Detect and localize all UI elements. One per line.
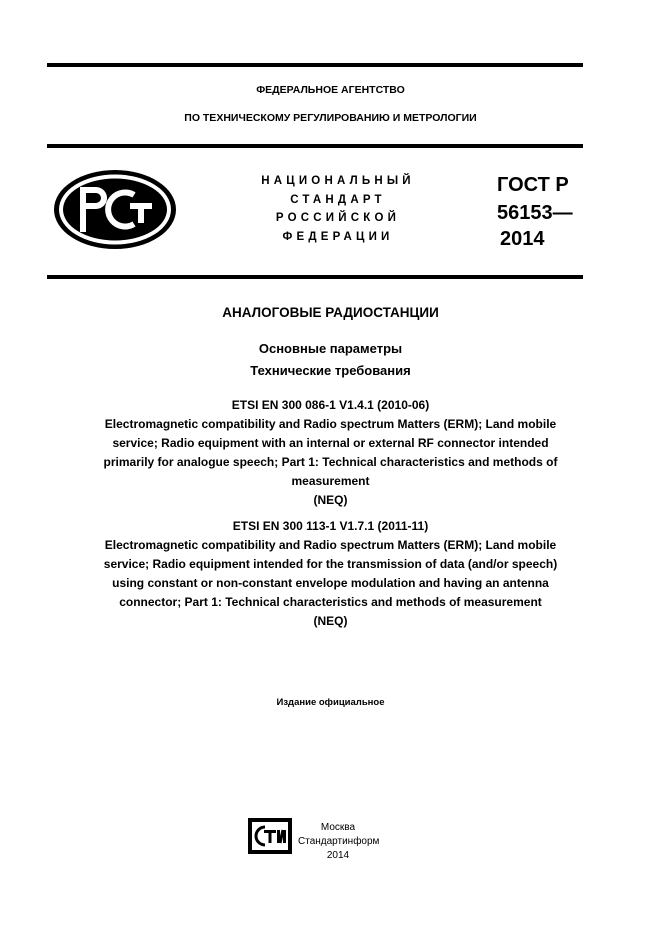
reference-line: Electromagnetic compatibility and Radio spectrum Matters (ERM); Land mobile — [104, 417, 557, 431]
top-rule — [47, 63, 583, 67]
national-standard-line-2: СТАНДАРТ — [290, 194, 386, 206]
reference-block-1 — [55, 396, 606, 510]
national-standard-line-1: НАЦИОНАЛЬНЫЙ — [261, 175, 415, 187]
document-title: АНАЛОГОВЫЕ РАДИОСТАНЦИИ — [222, 305, 439, 320]
reference-line: measurement — [291, 474, 370, 488]
subtitle-line-2: Технические требования — [250, 363, 411, 378]
reference-code: ETSI EN 300 113-1 V1.7.1 (2011-11) — [232, 519, 429, 533]
gost-number: 56153— — [497, 202, 573, 224]
reference-line: service; Radio equipment with an internal or external RF connector intended — [112, 436, 549, 450]
gost-year: 2014 — [500, 228, 545, 250]
reference-equivalence: (NEQ) — [313, 614, 348, 628]
header-rule — [47, 144, 583, 148]
publisher-city: Москва — [320, 822, 356, 833]
title-rule — [47, 275, 583, 279]
agency-line-2: ПО ТЕХНИЧЕСКОМУ РЕГУЛИРОВАНИЮ И МЕТРОЛОГИИ — [184, 112, 477, 124]
publisher-name: Стандартинформ — [298, 836, 380, 847]
reference-line: service; Radio equipment intended for the transmission of data (and/or speech) — [103, 557, 558, 571]
edition-label: Издание официальное — [276, 697, 385, 708]
rst-logo — [52, 168, 178, 251]
national-standard-line-3: РОССИЙСКОЙ — [275, 212, 401, 224]
reference-line: connector; Part 1: Technical characteristics and methods of measurement — [119, 595, 542, 609]
reference-line: using constant or non-constant envelope modulation and having an antenna — [112, 576, 549, 590]
reference-block-2 — [55, 517, 606, 631]
reference-line: primarily for analogue speech; Part 1: Technical characteristics and methods of — [103, 455, 558, 469]
national-standard-line-4: ФЕДЕРАЦИИ — [282, 231, 394, 243]
publisher-logo — [248, 818, 292, 854]
reference-code: ETSI EN 300 086-1 V1.4.1 (2010-06) — [231, 398, 430, 412]
publisher-year: 2014 — [326, 850, 350, 861]
reference-equivalence: (NEQ) — [313, 493, 348, 507]
agency-line-1: ФЕДЕРАЛЬНОЕ АГЕНТСТВО — [256, 84, 405, 96]
gost-designation: ГОСТ Р — [497, 174, 569, 196]
reference-line: Electromagnetic compatibility and Radio spectrum Matters (ERM); Land mobile — [104, 538, 557, 552]
subtitle-line-1: Основные параметры — [258, 341, 403, 356]
